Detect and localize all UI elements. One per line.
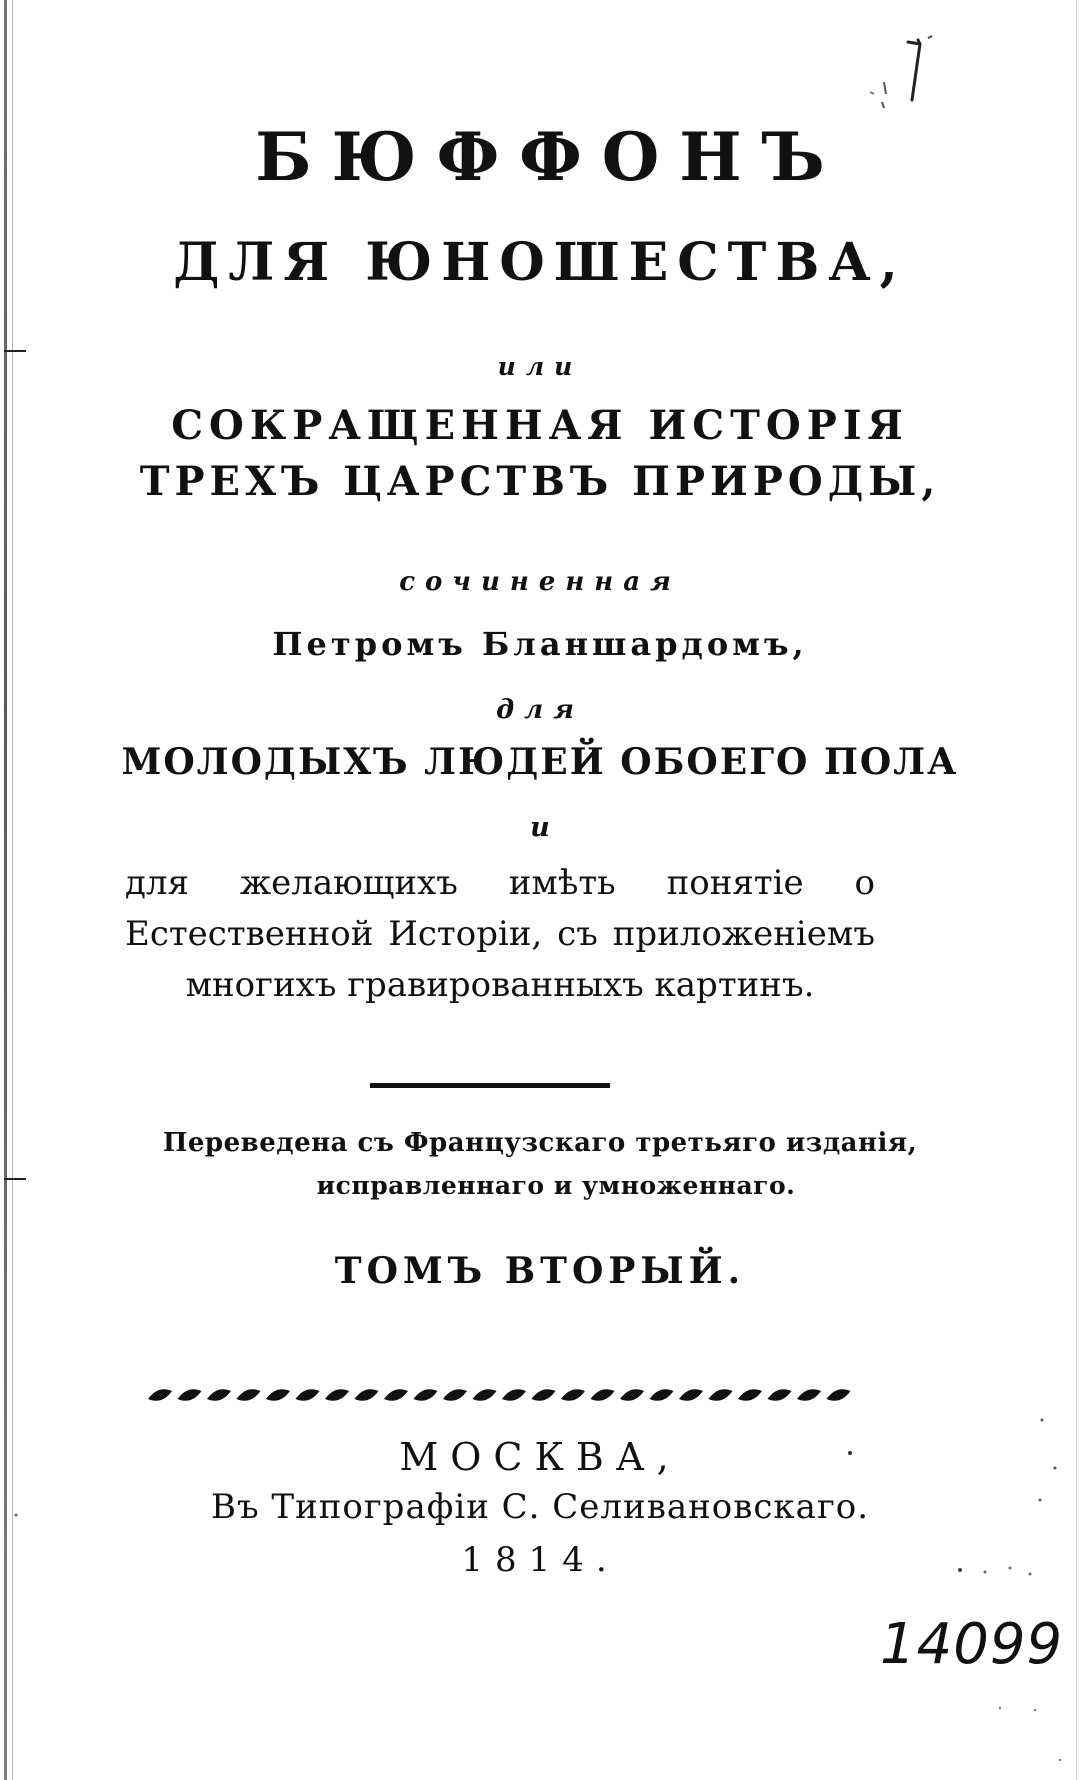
for-label: для <box>496 695 584 725</box>
ornament-leaf <box>414 1389 438 1401</box>
ornament-leaf <box>237 1389 261 1401</box>
ornament-leaf <box>532 1389 556 1401</box>
and-label: и <box>530 812 550 843</box>
composed-by-label: сочиненная <box>399 567 681 597</box>
conjunction-or: или <box>497 352 583 381</box>
ornament-leaf <box>443 1389 467 1401</box>
alternate-title-line-1: СОКРАЩЕННАЯ ИСТОРІЯ <box>171 402 909 449</box>
printing-house: Въ Типографіи С. Селивановскаго. <box>210 1487 870 1527</box>
ornament-leaf <box>473 1389 497 1401</box>
handwritten-pencil-mark <box>860 30 950 115</box>
audience-line: МОЛОДЫХЪ ЛЮДЕЙ ОБОЕГО ПОЛА <box>121 741 959 783</box>
ornament-leaf <box>650 1389 674 1401</box>
ornament-leaf <box>709 1389 733 1401</box>
ornament-leaf <box>561 1389 585 1401</box>
ornament-leaf <box>325 1389 349 1401</box>
ornament-leaf <box>797 1389 821 1401</box>
ornament-leaf <box>502 1389 526 1401</box>
edition-note: исправленнаго и умноженнаго. <box>316 1171 796 1200</box>
ornament-leaf <box>296 1389 320 1401</box>
ornament-leaf <box>148 1389 172 1401</box>
alternate-title-line-2: ТРЕХЪ ЦАРСТВЪ ПРИРОДЫ, <box>139 458 941 505</box>
ornament-leaf <box>738 1389 762 1401</box>
ornament-leaf <box>384 1389 408 1401</box>
audience-description: для желающихъ имѣть понятіе о Естественной Исторіи, съ приложеніемъ многихъ гравированныхъ картинъ. <box>125 863 875 1005</box>
book-title: БЮФФОНЪ <box>255 118 845 196</box>
decorative-ornament-rule <box>138 1383 858 1407</box>
handwritten-shelf-number: 14099 <box>880 1612 1064 1677</box>
volume-label: ТОМЪ ВТОРЫЙ. <box>334 1250 746 1292</box>
ornament-leaf <box>355 1389 379 1401</box>
author-name: Петромъ Бланшардомъ, <box>272 625 808 663</box>
book-subtitle: ДЛЯ ЮНОШЕСТВА, <box>173 232 907 293</box>
ornament-leaf <box>768 1389 792 1401</box>
publication-city: МОСКВА, <box>399 1435 681 1479</box>
translation-note: Переведена съ Французскаго третьяго изданія, <box>162 1128 918 1158</box>
ornament-leaf <box>620 1389 644 1401</box>
ornament-leaf <box>679 1389 703 1401</box>
ornament-leaf <box>207 1389 231 1401</box>
ornament-leaf <box>178 1389 202 1401</box>
divider-rule <box>370 1083 610 1088</box>
publication-year: 1814. <box>461 1540 619 1580</box>
ornament-leaf <box>266 1389 290 1401</box>
ornament-leaf <box>827 1389 851 1401</box>
ornament-leaf <box>591 1389 615 1401</box>
